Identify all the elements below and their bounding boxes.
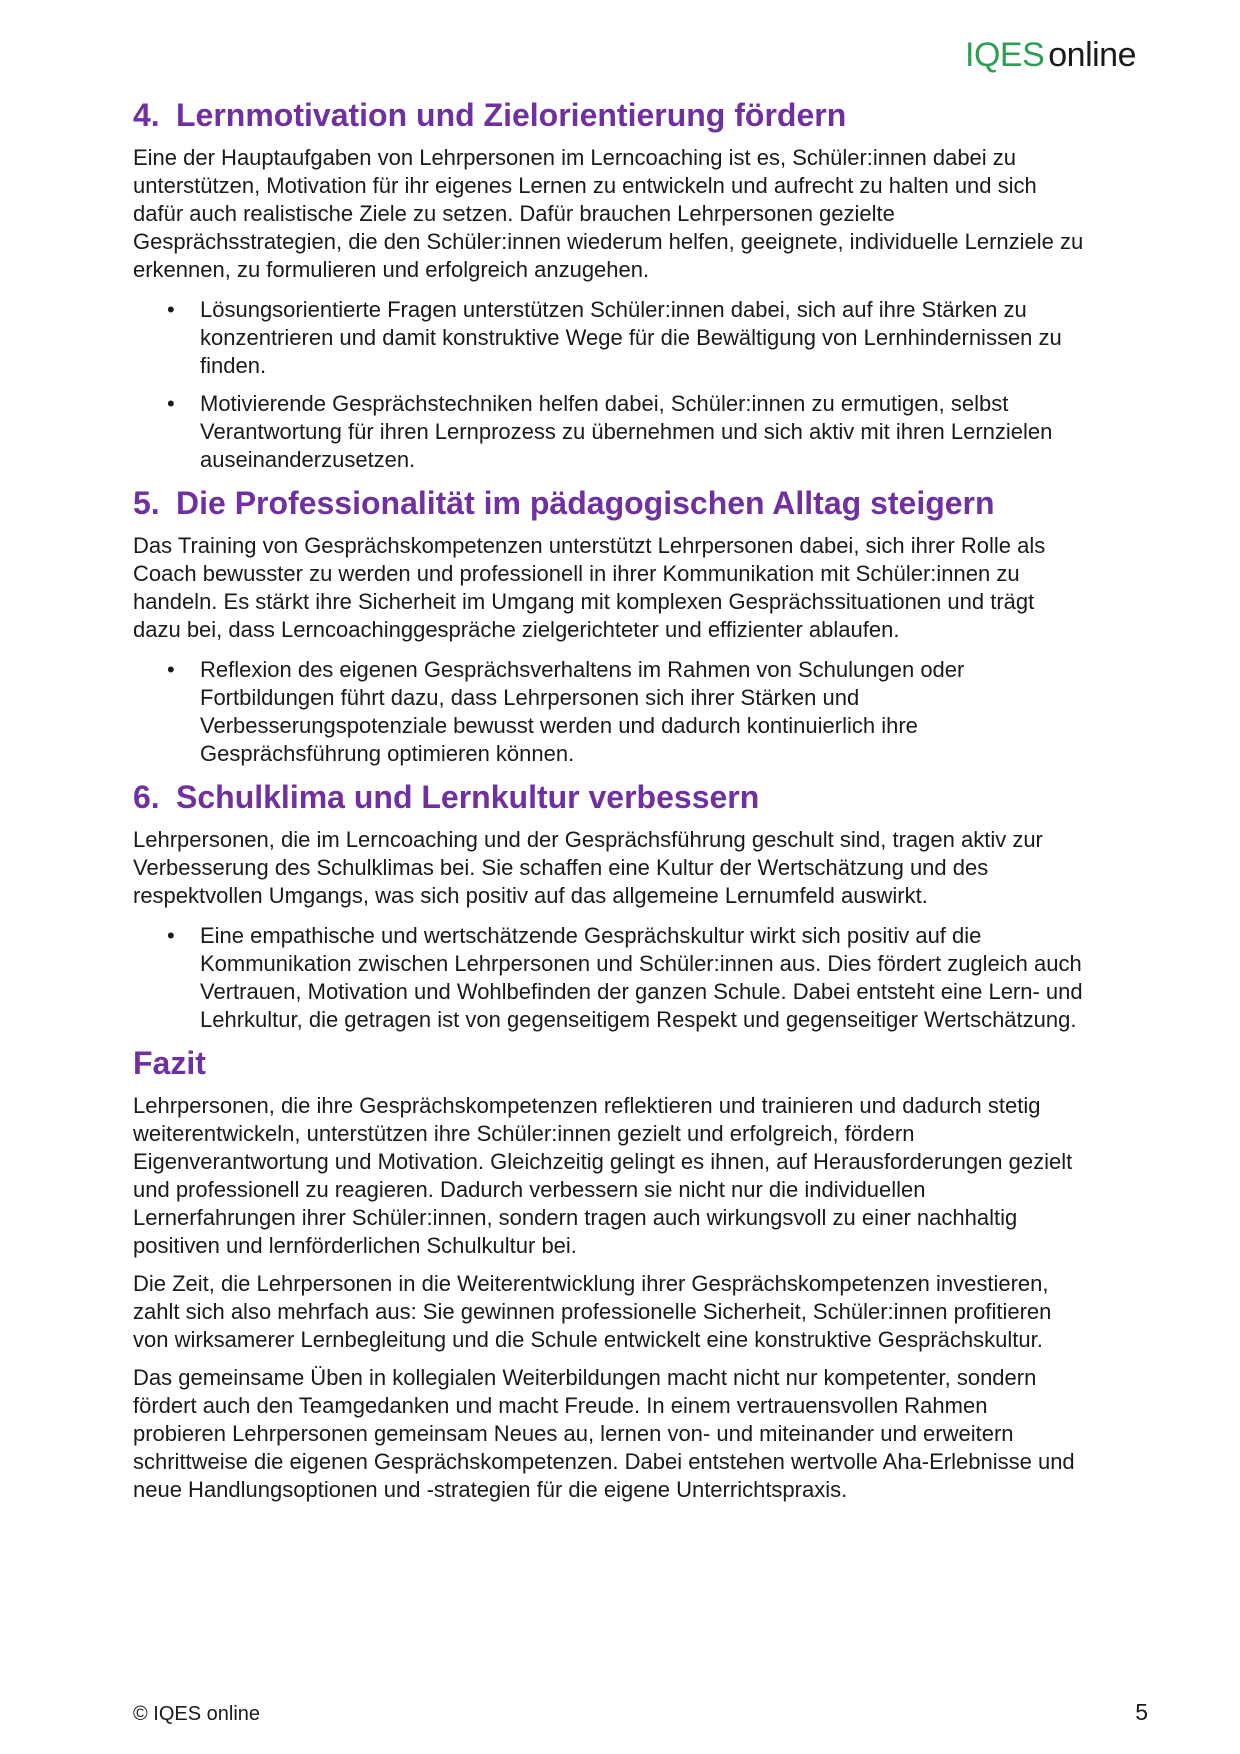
section-professionalitaet [133, 484, 1085, 768]
section-number: 5. [133, 485, 160, 521]
section-heading [133, 96, 1085, 134]
paragraph: Lehrpersonen, die ihre Gesprächskompetenzen reflektieren und trainieren und dadurch stetig weiterentwickeln, unterstützen ihre Schüler:innen gezielt und erfolgreich, fördern Eigenverantwortung und Motivation. Gleichzeitig gelingt es ihnen, auf Herausforderungen gezielt und professionell zu reagieren. Dadurch verbessern sie nicht nur die individuellen Lernerfahrungen ihrer Schüler:innen, sondern tragen auch wirkungsvoll zu einer nachhaltig positiven und lernförderlichen Schulkultur bei. [133, 1093, 1073, 1258]
section-heading [133, 778, 1085, 816]
section-schulklima [133, 778, 1085, 1034]
section-heading [133, 1044, 1085, 1082]
section-title: Lernmotivation und Zielorientierung fördern [176, 97, 847, 133]
bullet-list [133, 296, 1085, 474]
bullet-item: • Lösungsorientierte Fragen unterstützen Schüler:innen dabei, sich auf ihre Stärken zu konzentrieren und damit konstruktive Wege für die Bewältigung von Lernhindernissen zu finden. [133, 296, 1085, 380]
section-heading [133, 484, 1085, 522]
bullet-item: • Eine empathische und wertschätzende Gesprächskultur wirkt sich positiv auf die Kommunikation zwischen Lehrpersonen und Schüler:innen aus. Dies fördert zugleich auch Vertrauen, Motivation und Wohlbefinden der ganzen Schule. Dabei entsteht eine Lern- und Lehrkultur, die getragen ist von gegenseitigem Respekt und gegenseitiger Wertschätzung. [133, 922, 1085, 1034]
document-content [133, 96, 1085, 1514]
paragraph: Eine der Hauptaufgaben von Lehrpersonen im Lerncoaching ist es, Schüler:innen dabei zu unterstützen, Motivation für ihr eigenes Lernen zu entwickeln und aufrecht zu halten und sich dafür auch realistische Ziele zu setzen. Dafür brauchen Lehrpersonen gezielte Gesprächsstrategien, die den Schüler:innen wiederum helfen, geeignete, individuelle Lernziele zu erkennen, zu formulieren und erfolgreich anzugehen. [133, 145, 1084, 282]
section-title: Fazit [133, 1045, 206, 1081]
section-title: Die Professionalität im pädagogischen Alltag steigern [176, 485, 995, 521]
footer-copyright: © IQES online [133, 1703, 261, 1725]
section-fazit [133, 1044, 1085, 1504]
section-number: 6. [133, 779, 160, 815]
section-title: Schulklima und Lernkultur verbessern [176, 779, 760, 815]
bullet-item: • Reflexion des eigenen Gesprächsverhaltens im Rahmen von Schulungen oder Fortbildungen führt dazu, dass Lehrpersonen sich ihrer Stärken und Verbesserungspotenziale bewusst werden und dadurch kontinuierlich ihre Gesprächsführung optimieren können. [133, 656, 1085, 768]
footer-page-number: 5 [1135, 1699, 1148, 1725]
paragraph: Das gemeinsame Üben in kollegialen Weiterbildungen macht nicht nur kompetenter, sondern fördert auch den Teamgedanken und macht Freude. In einem vertrauensvollen Rahmen probieren Lehrpersonen gemeinsam Neues au, lernen von- und miteinander und erweitern schrittweise die eigenen Gesprächskompetenzen. Dabei entstehen wertvolle Aha-Erlebnisse und neue Handlungsoptionen und -strategien für die eigene Unterrichtspraxis. [133, 1365, 1075, 1502]
bullet-item: • Motivierende Gesprächstechniken helfen dabei, Schüler:innen zu ermutigen, selbst Verantwortung für ihren Lernprozess zu übernehmen und sich aktiv mit ihren Lernzielen auseinanderzusetzen. [133, 390, 1085, 474]
page-footer [133, 1699, 1148, 1726]
bullet-list [133, 656, 1085, 768]
paragraph: Lehrpersonen, die im Lerncoaching und der Gesprächsführung geschult sind, tragen aktiv zur Verbesserung des Schulklimas bei. Sie schaffen eine Kultur der Wertschätzung und des respektvollen Umgangs, was sich positiv auf das allgemeine Lernumfeld auswirkt. [133, 827, 1043, 908]
iqes-logo [965, 38, 1136, 72]
section-lernmotivation [133, 96, 1085, 474]
paragraph: Die Zeit, die Lehrpersonen in die Weiterentwicklung ihrer Gesprächskompetenzen investieren, zahlt sich also mehrfach aus: Sie gewinnen professionelle Sicherheit, Schüler:innen profitieren von wirksamerer Lernbegleitung und die Schule entwickelt eine konstruktive Gesprächskultur. [133, 1271, 1052, 1352]
section-number: 4. [133, 97, 160, 133]
logo-brand-text: IQES [965, 36, 1045, 74]
bullet-list [133, 922, 1085, 1034]
logo-suffix-text: online [1048, 36, 1136, 74]
paragraph: Das Training von Gesprächskompetenzen unterstützt Lehrpersonen dabei, sich ihrer Rolle als Coach bewusster zu werden und professionell in ihrer Kommunikation mit Schüler:innen zu handeln. Es stärkt ihre Sicherheit im Umgang mit komplexen Gesprächssituationen und trägt dazu bei, dass Lerncoachinggespräche zielgerichteter und effizienter ablaufen. [133, 533, 1046, 642]
